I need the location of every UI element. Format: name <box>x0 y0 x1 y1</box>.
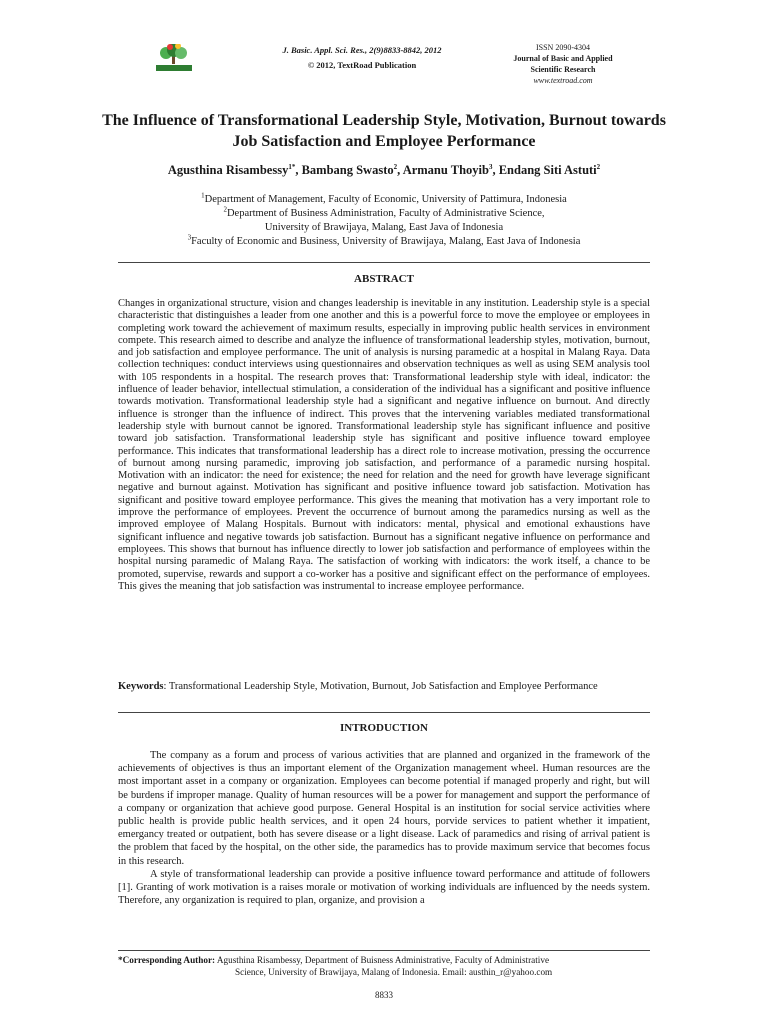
footnote-divider <box>118 950 650 951</box>
keywords <box>118 681 650 693</box>
journal-header-right <box>488 42 638 86</box>
author: Bambang Swasto$^2$, <box>301 162 403 177</box>
author: Armanu Thoyib$^3$, <box>402 162 499 177</box>
corresponding-author-footnote <box>118 954 650 978</box>
divider <box>118 262 650 263</box>
page-number: 8833 <box>375 990 393 1000</box>
affiliation: $^1$Department of Management, Faculty of Economic, University of Pattimura, Indonesia <box>201 191 567 205</box>
author: Endang Siti Astuti$^2$ <box>498 162 601 177</box>
affiliation: $^3$Faculty of Economic and Business, University of Brawijaya, Malang, East Java of Indonesia <box>187 233 581 247</box>
author: Agusthina Risambessy$^{1*}$, <box>167 162 302 177</box>
issn: ISSN 2090-4304 <box>535 43 590 52</box>
affiliations <box>100 193 668 249</box>
affiliation: $^2$Department of Business Administration, Faculty of Administrative Science, <box>223 205 545 219</box>
author-list <box>80 163 688 178</box>
journal-name-line1: Journal of Basic and Applied <box>513 54 613 63</box>
paper-title: The Influence of Transformational Leadership Style, Motivation, Burnout towards Job Satisfaction and Employee Performance <box>102 112 666 150</box>
journal-website[interactable]: www.textroad.com <box>533 76 593 85</box>
journal-name-line2: Scientific Research <box>530 65 596 74</box>
keywords-label: Keywords <box>118 681 164 692</box>
footnote-label: *Corresponding Author: <box>118 955 216 965</box>
abstract-heading: ABSTRACT <box>354 273 414 285</box>
introduction-heading: INTRODUCTION <box>339 722 428 734</box>
paragraph: A style of transformational leadership can provide a positive influence toward performance and attitude of followers [1]. Granting of work motivation is a raises morale or motivation of working individuals are influenced by the needs system. Therefore, any organization is required to plan, organize, and provision a <box>118 868 650 907</box>
footnote-line2: Science, University of Brawijaya, Malang of Indonesia. Email: austhin_r@yahoo.com <box>235 967 553 977</box>
textroad-logo <box>150 44 198 74</box>
divider <box>118 712 650 713</box>
footnote-line1: Agusthina Risambessy, Department of Buisness Administrative, Faculty of Administrative <box>215 955 550 965</box>
journal-header-center <box>262 43 462 73</box>
citation: J. Basic. Appl. Sci. Res., 2(9)8833-8842, 2012 <box>282 45 442 55</box>
affiliation: University of Brawijaya, Malang, East Java of Indonesia <box>264 222 504 233</box>
keywords-text: : Transformational Leadership Style, Motivation, Burnout, Job Satisfaction and Employee Performance <box>163 681 598 692</box>
abstract-body: Changes in organizational structure, vision and changes leadership is inevitable in any institution. Leadership style is a special characteristic that distinguishes a leader from one another and this is a powerful force to move the employee or employees in completing work toward the achievement of maximum results, especially in improving public health services in environment compete. This research aimed to describe and analyze the influence of transformational leadership styles, motivation, burnout, and job satisfaction and employee performance. The unit of analysis is nursing paramedic at a hospital in Malang Raya. Data collection techniques: conduct interviews using questionnaires and observation techniques as well as using SEM analysis tool with 105 respondents in a hospital. The research proves that: Transformational leadership style with ideal, indicator: the influence of leader behavior, intellectual stimulation, a consideration of the individual has a significant and positive influence towards motivation. Transformational leadership style had a significant and negative influence on burnout. And directly influence is stronger than the influence of indirect. This proves that the intervening variables mediated transformational leadership style with burnout cannot be ignored. Transformational leadership style has significant influence and positive toward job satisfaction. Transformational leadership style has significant and positive influence toward employee performance. This indicates that transformational leadership has a direct role to increase motivation, pressing the occurrence of burnout among nursing paramedic, improving job satisfaction, and performance of a paramedic nursing hospital. Motivation with an indicator: the need for existence; the need for relation and the need for growth have leverage significant negative and burnout against. Motivation has significant and positive influence toward job satisfaction. Motivation has significant and positive toward employee performance. This gives the meaning that motivation has a very important role to improve the performance of employees. Prevent the occurrence of burnout among the paramedics nursing as well as the improved employee of Malang Hospitals. Burnout with indicators: mental, physical and emotional exhaustions have significant influence and negative towards job satisfaction. Burnout has a significant negative influence on performance and employees. This shows that burnout has influence directly to lower job satisfaction and performance of employees within the hospital nursing paramedic of Malang Raya. The satisfaction of working with indicators: the work itself, a chance to be promoted, supervise, rewards and support a co-worker has a positive and significant effect on the performance of employees. This gives the meaning that job satisfaction was instrumental to increase employee performance. <box>118 298 650 592</box>
paragraph: The company as a forum and process of various activities that are planned and organized in the framework of the achievements of objectives is thus an important element of the Organization management wheel. Human resources are the most important asset in a company or organization. Employees can become potential if managed properly and right, but will be burdens if improper manage. Quality of human resources will be a power for management and support the performance of a company or organization that achieve good purpose. General Hospital is an institution for social service activities where public health is provide public health services, and it open 24 hours, porvide services to patient whether it impatient, emergancy treated or outpatient, both has severe disease or a light disease. Lack of paramedics and rising of arrival patient is the problem that faced by the hospital, on the other side, the paramedics has to provide maximum service that becomes focus in this research. <box>118 750 650 867</box>
introduction-body <box>118 749 650 907</box>
publisher: © 2012, TextRoad Publication <box>307 60 417 70</box>
